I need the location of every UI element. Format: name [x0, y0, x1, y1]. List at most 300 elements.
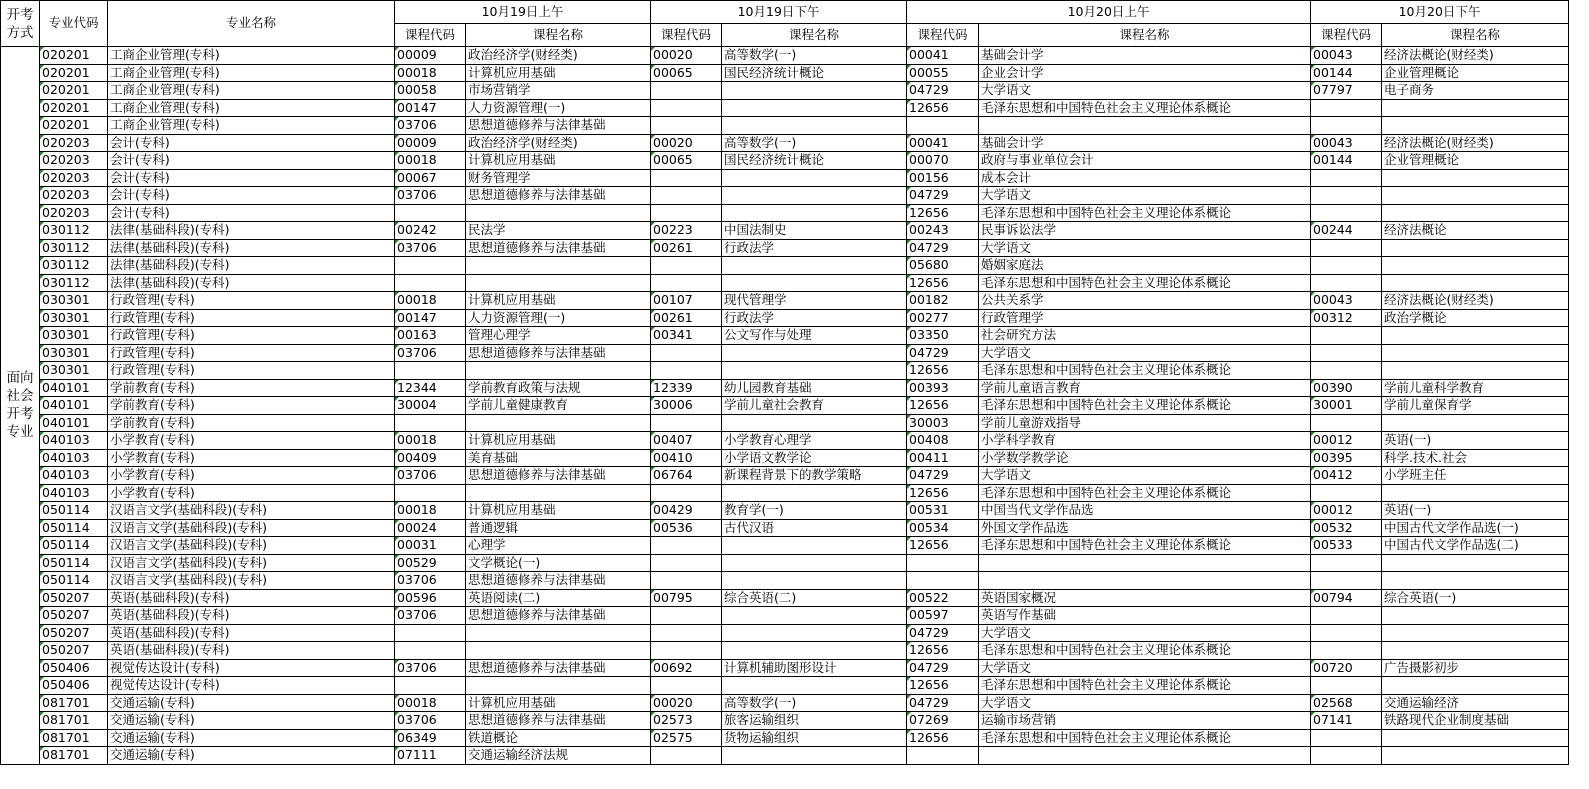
course-code-cell [651, 607, 722, 625]
course-name-cell: 学前儿童保育学 [1382, 397, 1569, 415]
course-code-cell: 07797 [1311, 82, 1382, 100]
course-code-cell [651, 274, 722, 292]
table-row [1, 327, 1569, 345]
course-code-cell: 00407 [651, 432, 722, 450]
course-name-cell: 运输市场营销 [979, 712, 1311, 730]
course-name-cell: 铁道概论 [466, 729, 651, 747]
course-name-cell: 计算机应用基础 [466, 432, 651, 450]
course-code-cell [1311, 239, 1382, 257]
course-name-cell: 经济法概论(财经类) [1382, 292, 1569, 310]
course-name-cell [466, 624, 651, 642]
course-name-cell: 美育基础 [466, 449, 651, 467]
course-name-cell: 学前儿童健康教育 [466, 397, 651, 415]
course-code-cell [1311, 642, 1382, 660]
course-code-cell: 00018 [395, 292, 466, 310]
course-code-cell [395, 204, 466, 222]
course-name-cell: 计算机应用基础 [466, 502, 651, 520]
header-session-4: 10月20日下午 [1311, 1, 1569, 24]
major-name-cell: 会计(专科) [108, 134, 395, 152]
course-name-cell: 毛泽东思想和中国特色社会主义理论体系概论 [979, 204, 1311, 222]
header-exam-mode: 开考方式 [1, 1, 40, 47]
course-name-cell [722, 99, 907, 117]
table-row [1, 187, 1569, 205]
course-name-cell: 人力资源管理(一) [466, 309, 651, 327]
major-code-cell: 040101 [40, 414, 108, 432]
major-name-cell: 小学教育(专科) [108, 449, 395, 467]
course-name-cell: 企业管理概论 [1382, 152, 1569, 170]
course-code-cell: 00043 [1311, 134, 1382, 152]
course-code-cell [651, 344, 722, 362]
course-code-cell: 00410 [651, 449, 722, 467]
course-name-cell [979, 572, 1311, 590]
major-name-cell: 工商企业管理(专科) [108, 82, 395, 100]
course-code-cell: 12656 [907, 362, 979, 380]
header-major-name: 专业名称 [108, 1, 395, 47]
course-name-cell: 婚姻家庭法 [979, 257, 1311, 275]
course-code-cell: 00147 [395, 99, 466, 117]
table-row [1, 344, 1569, 362]
course-name-cell: 电子商务 [1382, 82, 1569, 100]
course-name-cell: 文学概论(一) [466, 554, 651, 572]
course-name-cell [1382, 204, 1569, 222]
course-code-cell: 00531 [907, 502, 979, 520]
course-name-cell: 经济法概论(财经类) [1382, 134, 1569, 152]
course-code-cell [1311, 117, 1382, 135]
course-code-cell [1311, 607, 1382, 625]
major-name-cell: 视觉传达设计(专科) [108, 659, 395, 677]
course-code-cell [651, 572, 722, 590]
major-code-cell: 020201 [40, 64, 108, 82]
major-name-cell: 工商企业管理(专科) [108, 99, 395, 117]
course-code-cell: 00009 [395, 47, 466, 65]
major-code-cell: 020201 [40, 99, 108, 117]
course-name-cell: 英语写作基础 [979, 607, 1311, 625]
course-name-cell [979, 117, 1311, 135]
major-code-cell: 050114 [40, 572, 108, 590]
course-code-cell [651, 99, 722, 117]
course-code-cell [395, 677, 466, 695]
course-name-cell: 市场营销学 [466, 82, 651, 100]
course-name-cell: 中国当代文学作品选 [979, 502, 1311, 520]
table-row [1, 729, 1569, 747]
course-name-cell: 小学数学教学论 [979, 449, 1311, 467]
course-name-cell: 旅客运输组织 [722, 712, 907, 730]
course-name-cell [1382, 99, 1569, 117]
course-name-cell: 铁路现代企业制度基础 [1382, 712, 1569, 730]
course-name-cell [722, 82, 907, 100]
course-code-cell: 03706 [395, 467, 466, 485]
table-row [1, 362, 1569, 380]
major-name-cell: 学前教育(专科) [108, 414, 395, 432]
major-name-cell: 汉语言文学(基础科段)(专科) [108, 572, 395, 590]
course-name-cell [466, 257, 651, 275]
major-code-cell: 030112 [40, 257, 108, 275]
major-code-cell: 040101 [40, 379, 108, 397]
course-name-cell: 货物运输组织 [722, 729, 907, 747]
major-code-cell: 030112 [40, 274, 108, 292]
course-code-cell: 00144 [1311, 152, 1382, 170]
course-name-cell: 毛泽东思想和中国特色社会主义理论体系概论 [979, 362, 1311, 380]
major-name-cell: 汉语言文学(基础科段)(专科) [108, 502, 395, 520]
course-code-cell [1311, 204, 1382, 222]
major-code-cell: 050406 [40, 677, 108, 695]
major-code-cell: 050406 [40, 659, 108, 677]
exam-mode-group: 面向社会开考专业 [1, 47, 40, 765]
course-name-cell [722, 187, 907, 205]
table-row [1, 659, 1569, 677]
course-code-cell: 05680 [907, 257, 979, 275]
course-code-cell: 02573 [651, 712, 722, 730]
major-code-cell: 040103 [40, 484, 108, 502]
major-name-cell: 法律(基础科段)(专科) [108, 274, 395, 292]
course-name-cell: 外国文学作品选 [979, 519, 1311, 537]
course-code-cell [651, 414, 722, 432]
course-code-cell: 12656 [907, 677, 979, 695]
table-row [1, 694, 1569, 712]
course-name-cell: 大学语文 [979, 659, 1311, 677]
table-row [1, 239, 1569, 257]
course-code-cell: 00070 [907, 152, 979, 170]
header-course-code: 课程代码 [395, 24, 466, 47]
table-row [1, 257, 1569, 275]
course-name-cell: 财务管理学 [466, 169, 651, 187]
course-name-cell: 学前儿童语言教育 [979, 379, 1311, 397]
major-name-cell: 小学教育(专科) [108, 467, 395, 485]
course-name-cell [1382, 327, 1569, 345]
table-row [1, 222, 1569, 240]
course-code-cell: 00223 [651, 222, 722, 240]
course-code-cell: 00408 [907, 432, 979, 450]
course-code-cell [907, 117, 979, 135]
course-code-cell [651, 82, 722, 100]
course-code-cell: 00534 [907, 519, 979, 537]
course-name-cell: 古代汉语 [722, 519, 907, 537]
major-name-cell: 英语(基础科段)(专科) [108, 624, 395, 642]
course-code-cell [651, 117, 722, 135]
table-row [1, 642, 1569, 660]
course-code-cell [651, 257, 722, 275]
course-name-cell: 学前教育政策与法规 [466, 379, 651, 397]
course-name-cell: 思想道德修养与法律基础 [466, 607, 651, 625]
major-name-cell: 交通运输(专科) [108, 712, 395, 730]
header-session-3: 10月20日上午 [907, 1, 1311, 24]
course-name-cell [466, 362, 651, 380]
major-code-cell: 040103 [40, 432, 108, 450]
course-code-cell: 00395 [1311, 449, 1382, 467]
course-code-cell: 00242 [395, 222, 466, 240]
course-code-cell: 00058 [395, 82, 466, 100]
course-code-cell: 00597 [907, 607, 979, 625]
major-code-cell: 050114 [40, 502, 108, 520]
major-code-cell: 030301 [40, 292, 108, 310]
course-name-cell [466, 484, 651, 502]
course-name-cell: 公文写作与处理 [722, 327, 907, 345]
course-name-cell [1382, 239, 1569, 257]
major-name-cell: 工商企业管理(专科) [108, 64, 395, 82]
course-code-cell: 04729 [907, 467, 979, 485]
course-name-cell: 思想道德修养与法律基础 [466, 659, 651, 677]
course-code-cell: 04729 [907, 694, 979, 712]
course-code-cell: 00031 [395, 537, 466, 555]
course-code-cell: 00018 [395, 502, 466, 520]
course-code-cell: 00243 [907, 222, 979, 240]
course-name-cell [722, 484, 907, 502]
course-name-cell [1382, 729, 1569, 747]
course-name-cell: 教育学(一) [722, 502, 907, 520]
course-code-cell: 07269 [907, 712, 979, 730]
major-code-cell: 030301 [40, 309, 108, 327]
course-name-cell [722, 204, 907, 222]
course-name-cell [466, 642, 651, 660]
table-row [1, 47, 1569, 65]
course-name-cell: 社会研究方法 [979, 327, 1311, 345]
course-code-cell: 04729 [907, 187, 979, 205]
course-code-cell: 00020 [651, 134, 722, 152]
course-name-cell [1382, 257, 1569, 275]
course-code-cell: 30003 [907, 414, 979, 432]
course-code-cell: 00156 [907, 169, 979, 187]
major-code-cell: 040103 [40, 449, 108, 467]
course-code-cell: 06349 [395, 729, 466, 747]
major-code-cell: 030112 [40, 239, 108, 257]
table-row [1, 414, 1569, 432]
course-code-cell: 12656 [907, 204, 979, 222]
course-name-cell [1382, 344, 1569, 362]
course-code-cell: 30004 [395, 397, 466, 415]
course-name-cell: 大学语文 [979, 694, 1311, 712]
course-name-cell: 政治学概论 [1382, 309, 1569, 327]
course-code-cell: 02575 [651, 729, 722, 747]
major-name-cell: 学前教育(专科) [108, 379, 395, 397]
course-name-cell [1382, 572, 1569, 590]
course-name-cell: 幼儿园教育基础 [722, 379, 907, 397]
course-name-cell: 毛泽东思想和中国特色社会主义理论体系概论 [979, 537, 1311, 555]
course-code-cell: 30001 [1311, 397, 1382, 415]
course-code-cell [651, 624, 722, 642]
course-code-cell: 00024 [395, 519, 466, 537]
course-code-cell: 00596 [395, 589, 466, 607]
course-name-cell: 企业会计学 [979, 64, 1311, 82]
course-code-cell: 12344 [395, 379, 466, 397]
course-name-cell: 小学语文教学论 [722, 449, 907, 467]
course-code-cell [395, 484, 466, 502]
course-name-cell: 国民经济统计概论 [722, 64, 907, 82]
course-code-cell [651, 642, 722, 660]
course-code-cell: 00390 [1311, 379, 1382, 397]
course-code-cell [907, 572, 979, 590]
course-name-cell [722, 747, 907, 765]
course-code-cell [651, 677, 722, 695]
course-code-cell: 30006 [651, 397, 722, 415]
course-code-cell: 00043 [1311, 47, 1382, 65]
major-code-cell: 081701 [40, 747, 108, 765]
course-code-cell: 00692 [651, 659, 722, 677]
major-name-cell: 学前教育(专科) [108, 397, 395, 415]
course-name-cell: 毛泽东思想和中国特色社会主义理论体系概论 [979, 484, 1311, 502]
table-row [1, 117, 1569, 135]
course-code-cell: 00532 [1311, 519, 1382, 537]
course-name-cell: 管理心理学 [466, 327, 651, 345]
header-course-name: 课程名称 [722, 24, 907, 47]
course-name-cell: 思想道德修养与法律基础 [466, 572, 651, 590]
course-name-cell: 计算机应用基础 [466, 64, 651, 82]
table-row [1, 204, 1569, 222]
course-code-cell: 07141 [1311, 712, 1382, 730]
course-code-cell: 00067 [395, 169, 466, 187]
table-row [1, 292, 1569, 310]
course-code-cell [1311, 327, 1382, 345]
course-code-cell: 12656 [907, 537, 979, 555]
major-name-cell: 交通运输(专科) [108, 729, 395, 747]
table-row [1, 309, 1569, 327]
course-code-cell [1311, 729, 1382, 747]
course-name-cell [722, 257, 907, 275]
course-name-cell [722, 117, 907, 135]
course-name-cell: 思想道德修养与法律基础 [466, 467, 651, 485]
course-code-cell: 00020 [651, 47, 722, 65]
course-name-cell: 高等数学(一) [722, 47, 907, 65]
course-code-cell: 00144 [1311, 64, 1382, 82]
course-code-cell: 04729 [907, 82, 979, 100]
major-code-cell: 020201 [40, 117, 108, 135]
course-name-cell: 学前儿童科学教育 [1382, 379, 1569, 397]
course-code-cell [395, 274, 466, 292]
table-row [1, 589, 1569, 607]
course-code-cell [395, 642, 466, 660]
course-name-cell [722, 414, 907, 432]
course-name-cell: 大学语文 [979, 187, 1311, 205]
major-name-cell: 行政管理(专科) [108, 309, 395, 327]
course-name-cell: 毛泽东思想和中国特色社会主义理论体系概论 [979, 99, 1311, 117]
major-name-cell: 汉语言文学(基础科段)(专科) [108, 537, 395, 555]
major-code-cell: 050114 [40, 519, 108, 537]
course-code-cell: 00065 [651, 64, 722, 82]
major-name-cell: 英语(基础科段)(专科) [108, 607, 395, 625]
course-name-cell [1382, 642, 1569, 660]
course-name-cell: 思想道德修养与法律基础 [466, 344, 651, 362]
course-code-cell: 00012 [1311, 432, 1382, 450]
course-name-cell: 基础会计学 [979, 47, 1311, 65]
major-code-cell: 020201 [40, 82, 108, 100]
table-row [1, 624, 1569, 642]
course-name-cell [722, 274, 907, 292]
course-name-cell [979, 554, 1311, 572]
course-code-cell [651, 187, 722, 205]
major-name-cell: 视觉传达设计(专科) [108, 677, 395, 695]
course-code-cell: 12656 [907, 274, 979, 292]
course-code-cell: 03706 [395, 239, 466, 257]
course-name-cell: 综合英语(一) [1382, 589, 1569, 607]
course-name-cell [1382, 624, 1569, 642]
table-row [1, 152, 1569, 170]
course-code-cell [1311, 257, 1382, 275]
course-name-cell: 小学班主任 [1382, 467, 1569, 485]
course-name-cell: 毛泽东思想和中国特色社会主义理论体系概论 [979, 729, 1311, 747]
major-code-cell: 020203 [40, 187, 108, 205]
course-name-cell [466, 204, 651, 222]
course-name-cell [1382, 677, 1569, 695]
major-code-cell: 020201 [40, 47, 108, 65]
major-code-cell: 020203 [40, 204, 108, 222]
table-row [1, 607, 1569, 625]
major-name-cell: 行政管理(专科) [108, 327, 395, 345]
course-code-cell: 12339 [651, 379, 722, 397]
course-code-cell: 00018 [395, 152, 466, 170]
course-code-cell [395, 624, 466, 642]
table-row [1, 379, 1569, 397]
course-code-cell: 00429 [651, 502, 722, 520]
major-name-cell: 工商企业管理(专科) [108, 117, 395, 135]
major-code-cell: 081701 [40, 694, 108, 712]
table-row [1, 554, 1569, 572]
course-code-cell: 00533 [1311, 537, 1382, 555]
course-code-cell: 00341 [651, 327, 722, 345]
course-name-cell: 思想道德修养与法律基础 [466, 117, 651, 135]
course-name-cell: 毛泽东思想和中国特色社会主义理论体系概论 [979, 642, 1311, 660]
course-name-cell [1382, 607, 1569, 625]
course-name-cell: 成本会计 [979, 169, 1311, 187]
course-code-cell: 00018 [395, 64, 466, 82]
table-row [1, 82, 1569, 100]
table-row [1, 747, 1569, 765]
course-code-cell: 00261 [651, 239, 722, 257]
course-name-cell: 政治经济学(财经类) [466, 47, 651, 65]
course-code-cell: 00018 [395, 432, 466, 450]
header-session-2: 10月19日下午 [651, 1, 907, 24]
course-name-cell: 毛泽东思想和中国特色社会主义理论体系概论 [979, 677, 1311, 695]
course-name-cell [722, 344, 907, 362]
course-code-cell: 00043 [1311, 292, 1382, 310]
course-name-cell: 新课程背景下的教学策略 [722, 467, 907, 485]
course-name-cell [722, 169, 907, 187]
course-name-cell [722, 554, 907, 572]
course-code-cell [1311, 274, 1382, 292]
course-code-cell [395, 257, 466, 275]
course-name-cell: 民事诉讼法学 [979, 222, 1311, 240]
course-name-cell: 心理学 [466, 537, 651, 555]
major-name-cell: 法律(基础科段)(专科) [108, 222, 395, 240]
course-code-cell [1311, 187, 1382, 205]
course-code-cell: 04729 [907, 624, 979, 642]
course-name-cell: 人力资源管理(一) [466, 99, 651, 117]
course-code-cell: 00018 [395, 694, 466, 712]
course-code-cell: 00009 [395, 134, 466, 152]
course-code-cell: 02568 [1311, 694, 1382, 712]
table-row [1, 449, 1569, 467]
course-name-cell: 计算机辅助图形设计 [722, 659, 907, 677]
course-code-cell: 04729 [907, 344, 979, 362]
course-code-cell: 00393 [907, 379, 979, 397]
course-name-cell: 学前儿童社会教育 [722, 397, 907, 415]
course-name-cell: 行政管理学 [979, 309, 1311, 327]
table-row [1, 397, 1569, 415]
course-code-cell: 00055 [907, 64, 979, 82]
table-row [1, 677, 1569, 695]
course-name-cell: 政治经济学(财经类) [466, 134, 651, 152]
course-code-cell [907, 554, 979, 572]
course-code-cell: 12656 [907, 642, 979, 660]
header-session-1: 10月19日上午 [395, 1, 651, 24]
course-name-cell: 公共关系学 [979, 292, 1311, 310]
course-name-cell: 现代管理学 [722, 292, 907, 310]
course-code-cell [907, 747, 979, 765]
table-row [1, 484, 1569, 502]
course-code-cell: 12656 [907, 397, 979, 415]
course-code-cell: 00411 [907, 449, 979, 467]
major-name-cell: 行政管理(专科) [108, 344, 395, 362]
course-name-cell [466, 274, 651, 292]
course-name-cell [1382, 484, 1569, 502]
